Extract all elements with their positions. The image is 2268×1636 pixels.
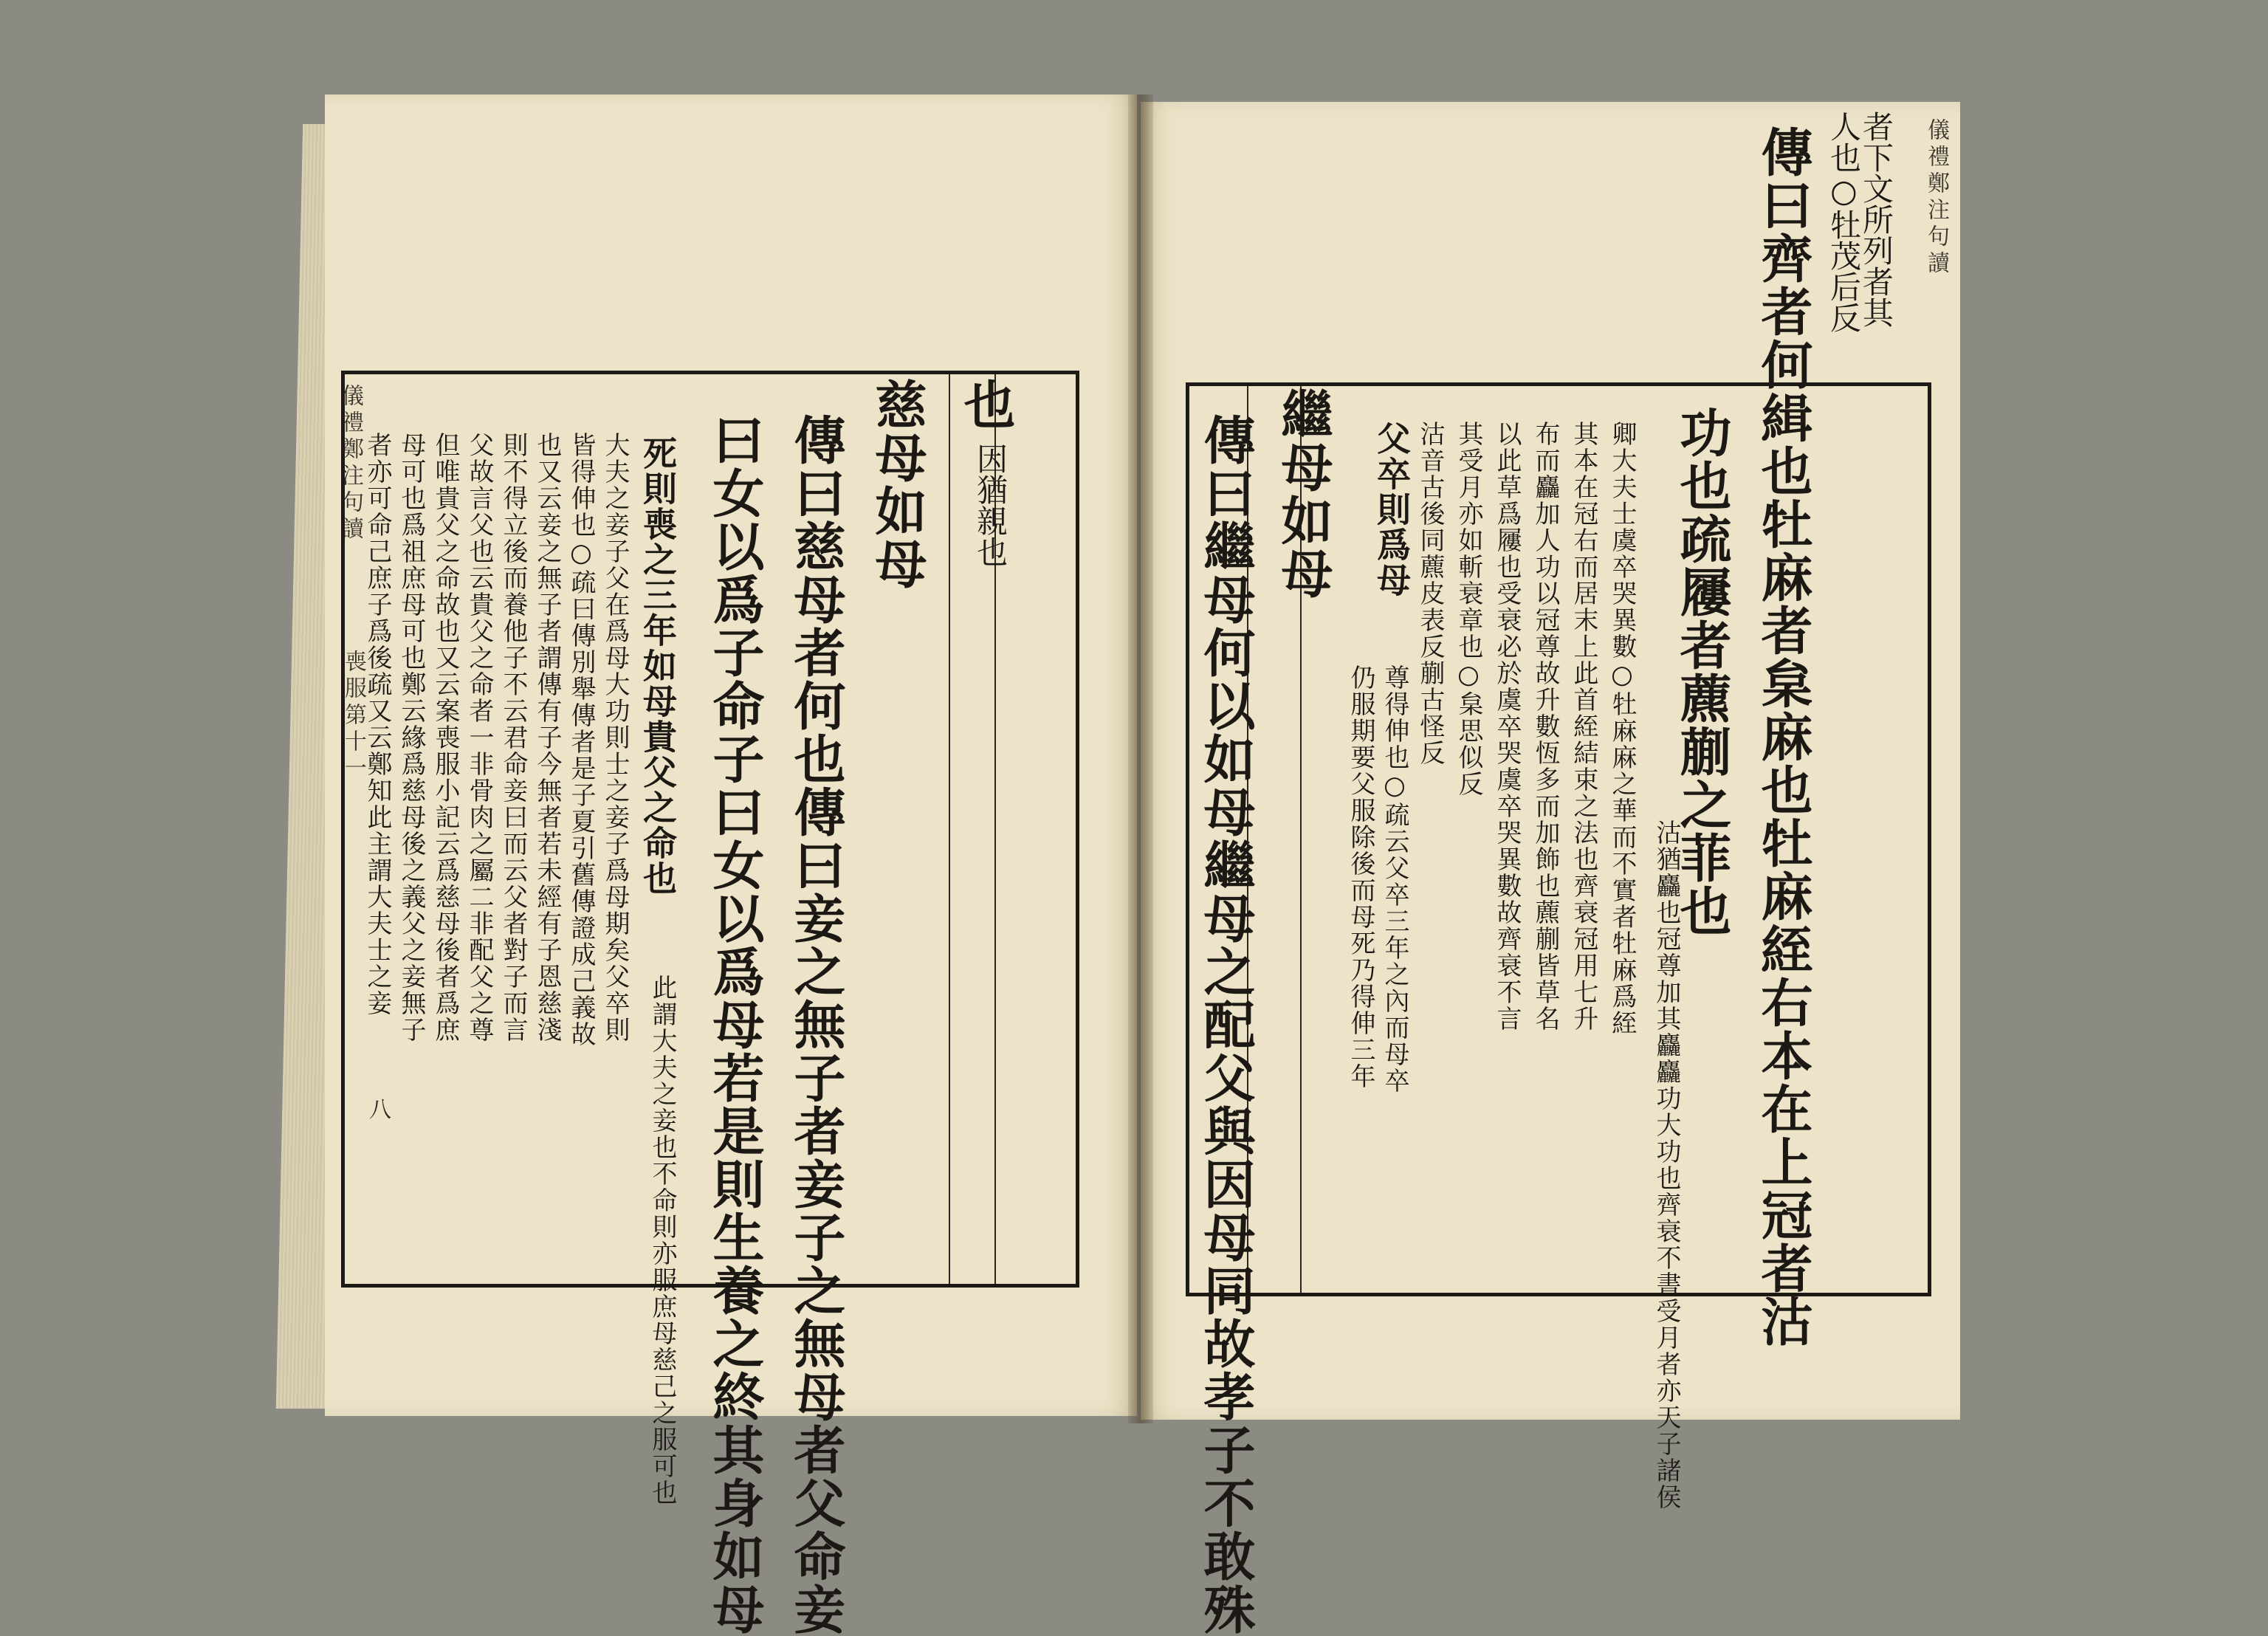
left-col-11: 傳曰慈母者何也傳曰妾之無子者妾子之無母者父命妾 <box>786 413 847 1636</box>
right-col-6: 卿大夫士虞卒哭異數○牡麻麻之華而不實者牡麻爲絰 <box>1607 421 1637 1037</box>
left-col-7: 皆得伸也○疏曰傳別舉傳者是子夏引舊傳證成己義故 <box>566 432 596 1048</box>
left-page-number: 八 <box>369 1097 391 1123</box>
left-margin-title: 儀禮鄭注句讀 <box>337 384 363 543</box>
left-col-2: 母可也爲祖庶母可也鄭云緣爲慈母後之義父之妾無子 <box>396 432 426 1043</box>
right-col-10: 其受月亦如斬衰章也○枲思似反 <box>1454 421 1483 797</box>
right-col-16: 傳曰繼母何以如母繼母之配父與因母同故孝子不敢殊 <box>1195 413 1257 1636</box>
book-gutter <box>1128 94 1153 1423</box>
right-col-8: 布而麤加人功以冠尊故升數恆多而加飾也藨蒯皆草名 <box>1530 421 1560 1032</box>
right-col-11: 沽音古後同藨皮表反蒯古怪反 <box>1415 421 1445 766</box>
left-col-10: 曰女以爲子命子曰女以爲母若是則生養之終其身如母 <box>704 413 766 1636</box>
left-col-9-note: 此謂大夫之妾也不命則亦服庶母慈己之服可也 <box>647 975 677 1506</box>
left-col-8: 大夫之妾子父在爲母大功則士之妾子爲母期矣父卒則 <box>600 432 630 1043</box>
right-col-1: 者下文所列者其 <box>1858 111 1894 328</box>
right-col-9: 以此草爲屨也受衰必於虞卒哭虞卒哭異數故齊衰不言 <box>1492 421 1522 1032</box>
left-fold-label: 喪服第十一 <box>340 650 366 783</box>
left-col-3: 但唯貴父之命故也又云案喪服小記云爲慈母後者爲庶 <box>430 432 460 1043</box>
left-col-13: 也 <box>955 378 1017 431</box>
right-col-14: 仍服期要父服除後而母死乃得伸三年 <box>1346 664 1375 1090</box>
left-col-5: 則不得立後而養他子不云君命妾曰而云父者對子而言 <box>498 432 528 1043</box>
left-col-heading: 慈母如母 <box>867 378 928 591</box>
left-col-4: 父故言父也云貴父之命者一非骨肉之屬二非配父之尊 <box>464 432 494 1043</box>
right-col-2: 人也○牡茂后反 <box>1826 111 1862 333</box>
right-col-13: 尊得伸也○疏云父卒三年之內而母卒 <box>1380 664 1409 1094</box>
right-col-12: 父卒則爲母 <box>1372 421 1412 598</box>
column-rule <box>949 374 950 1284</box>
right-margin-title: 儀禮鄭注句讀 <box>1923 118 1949 278</box>
right-col-4: 功也疏屨者藨蒯之菲也 <box>1671 406 1733 938</box>
left-col-14: 因猶親也 <box>972 443 1008 567</box>
left-col-9: 死則喪之三年如母貴父之命也 <box>638 436 678 896</box>
right-col-heading: 繼母如母 <box>1273 388 1334 600</box>
right-col-3: 傳曰齊者何緝也牡麻者枲麻也牡麻絰右本在上冠者沽 <box>1753 126 1814 1348</box>
left-col-6: 也又云妾之無子者謂傳有子今無者若未經有子恩慈淺 <box>532 432 562 1043</box>
left-col-1: 者亦可命己庶子爲後疏又云鄭知此主謂大夫士之妾 <box>362 432 392 1017</box>
right-col-7: 其本在冠右而居末上此首絰結束之法也齊衰冠用七升 <box>1569 421 1598 1032</box>
right-col-5: 沽猶麤也冠尊加其麤麤功大功也齊衰不書受月者亦天子諸侯 <box>1652 819 1681 1510</box>
